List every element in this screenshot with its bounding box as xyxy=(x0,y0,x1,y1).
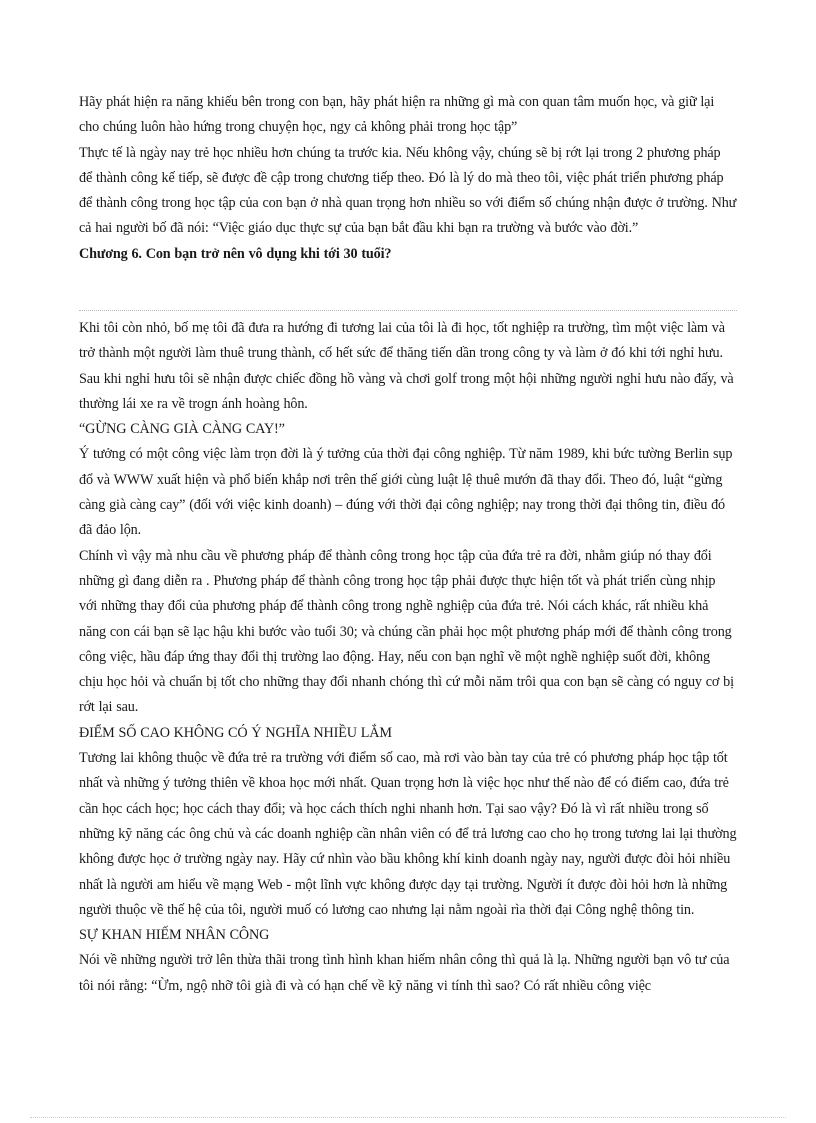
section-heading: SỰ KHAN HIẾM NHÂN CÔNG xyxy=(79,927,270,944)
paragraph: Ý tưởng có một công việc làm trọn đời là ý tưởng của thời đại công nghiệp. Từ năm 1989, khi bức tường Berlin sụp đổ và WWW xuất hiện và phổ biến khắp nơi trên thế giới cùng luật lệ thuê mướn đã thay đổi. Theo đó, luật “gừng càng già càng cay” (đối với việc kinh doanh) – đúng với thời đại công nghiệp; nay trong thời đại thông tin, điều đó đã đảo lộn. xyxy=(79,446,733,539)
page-bottom-separator xyxy=(30,1117,786,1118)
text-block-top xyxy=(79,90,737,267)
paragraph: Thực tế là ngày nay trẻ học nhiều hơn chúng ta trước kia. Nếu không vậy, chúng sẽ bị rớt lại trong 2 phương pháp để thành công kế tiếp, sẽ được đề cập trong chương tiếp theo. Đó là lý do mà theo tôi, việc phát triển phương pháp để thành công trong học tập của con bạn ở nhà quan trọng hơn nhiều so với điểm số chúng nhận được ở trường. Như cả hai người bố đã nói: “Việc giáo dục thực sự của bạn bắt đầu khi bạn ra trường và bước vào đời.” xyxy=(79,144,737,237)
section-separator xyxy=(79,310,737,311)
section-heading: “GỪNG CÀNG GIÀ CÀNG CAY!” xyxy=(79,421,285,438)
section-heading: ĐIỂM SỐ CAO KHÔNG CÓ Ý NGHĨA NHIỀU LẮM xyxy=(79,724,392,741)
chapter-heading: Chương 6. Con bạn trở nên vô dụng khi tới 30 tuổi? xyxy=(79,245,392,262)
paragraph: Tương lai không thuộc về đứa trẻ ra trường với điểm số cao, mà rơi vào bàn tay của trẻ có phương pháp học tập tốt nhất và những ý tưởng thiên về khoa học mới nhất. Quan trọng hơn là việc học như thế nào để có điểm cao, đứa trẻ cần học cách học; học cách thay đổi; và học cách thích nghi nhanh hơn. Tại sao vậy? Đó là vì rất nhiều trong số những kỹ năng các ông chủ và các doanh nghiệp cần nhân viên có để trả lương cao cho họ trong tương lai lại thường không được học ở trường ngày nay. Hãy cứ nhìn vào bầu không khí kinh doanh ngày nay, người được đòi hỏi nhiều nhất là người am hiểu về mạng Web - một lĩnh vực không được dạy tại trường. Người ít được đòi hỏi hơn là những người thuộc về thế hệ của tôi, người muố có lương cao nhưng lại nằm ngoài rìa thời đại Công nghệ thông tin. xyxy=(79,750,737,918)
paragraph: Nói về những người trở lên thừa thãi trong tình hình khan hiếm nhân công thì quả là lạ. Những người bạn vô tư của tôi nói rằng: “Ừm, ngộ nhỡ tôi già đi và có hạn chế về kỹ năng vi tính thì sao? Có rất nhiều công việc xyxy=(79,952,730,994)
text-block-main xyxy=(79,316,737,999)
paragraph: Hãy phát hiện ra năng khiếu bên trong con bạn, hãy phát hiện ra những gì mà con quan tâm muốn học, và giữ lại cho chúng luôn hào hứng trong chuyện học, ngy cả không phải trong học tập” xyxy=(79,94,715,136)
paragraph: Chính vì vậy mà nhu cầu về phương pháp để thành công trong học tập của đứa trẻ ra đời, nhằm giúp nó thay đổi những gì đang diễn ra . Phương pháp để thành công trong học tập phải được thực hiện tốt và phát triển cùng nhịp với những thay đổi của phương pháp để thành công trong nghề nghiệp của đứa trẻ. Nói cách khác, rất nhiều khả năng con cái bạn sẽ lạc hậu khi bước vào tuổi 30; và chúng cần phải học một phương pháp mới để thành công trong công việc, hầu đáp ứng thay đổi thị trường lao động. Hay, nếu con bạn nghĩ về một nghề nghiệp suốt đời, không chịu học hỏi và chuẩn bị tốt cho những thay đổi nhanh chóng thì cứ mỗi năm trôi qua con bạn sẽ càng có nguy cơ bị rớt lại sau. xyxy=(79,547,734,716)
paragraph: Khi tôi còn nhỏ, bố mẹ tôi đã đưa ra hướng đi tương lai của tôi là đi học, tốt nghiệp ra trường, tìm một việc làm và trở thành một người làm thuê trung thành, cố hết sức để thăng tiến dần trong công ty và làm ở đó khi tới nghỉ hưu. Sau khi nghỉ hưu tôi sẽ nhận được chiếc đồng hồ vàng và chơi golf trong một hội những người nghỉ hưu nào đấy, và thường lái xe ra về trogn ánh hoàng hôn. xyxy=(79,320,734,412)
